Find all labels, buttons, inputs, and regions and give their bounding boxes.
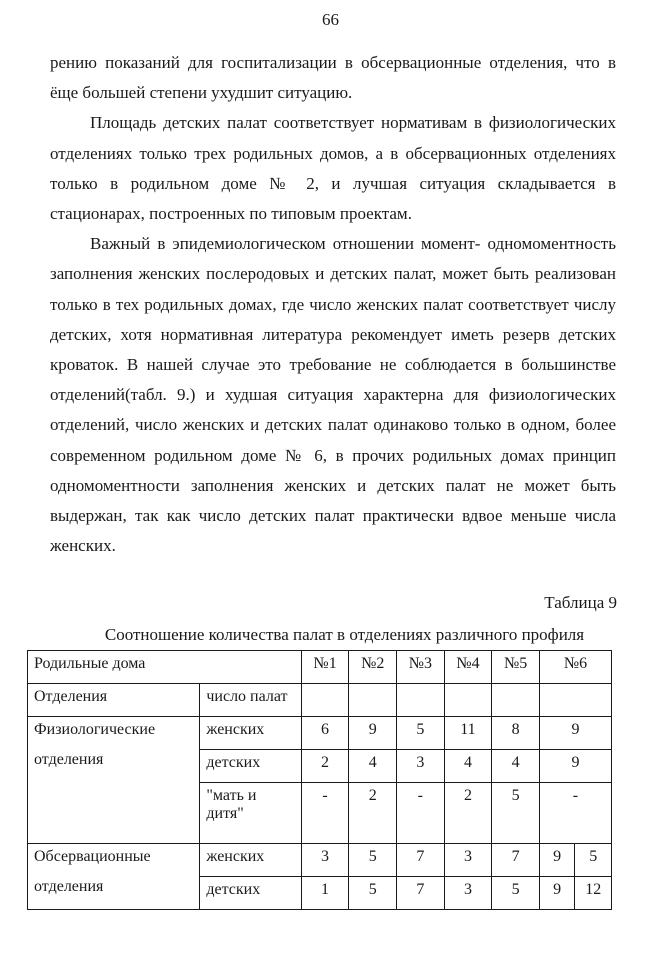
cell: 9 [539,717,611,750]
header-ward-count: число палат [200,684,301,717]
cell: 5 [397,717,445,750]
cell: 1 [301,877,349,910]
header-hospital-1: №1 [301,651,349,684]
cell: 6 [301,717,349,750]
cell: 3 [301,844,349,877]
cell: 4 [444,750,492,783]
paragraph: Важный в эпидемиологическом отношении момент- одномоментность заполнения женских послеродовых и детских палат, может быть реализован только в тех родильных домах, где число женских палат соответствует числу детских, хотя нормативная литература рекомендует иметь резерв детских кроваток. В нашей случае это требование не соблюдается в большинстве отделений(табл. 9.) и худшая ситуация характерна для физиологических отделений, число женских и детских палат одинаково только в одном, более современном родильном доме № 6, в прочих родильных домах принцип одномоментности заполнения женских и детских палат не может быть выдержан, так как число детских палат практически вдвое меньше числа женских. [50,234,616,556]
cell: 8 [492,717,540,750]
cell: 9 [539,877,574,910]
row-label: детских [200,750,301,783]
cell: - [539,783,611,844]
cell: 4 [492,750,540,783]
row-label: "мать и дитя" [200,783,301,844]
cell: 3 [444,877,492,910]
table-caption: Соотношение количества палат в отделениях различного профиля [104,625,585,644]
header-hospital-6: №6 [539,651,611,684]
cell: - [301,783,349,844]
table-row [28,717,612,750]
cell: 12 [575,877,612,910]
header-departments: Отделения [28,684,200,717]
table-header-row [28,684,612,717]
cell: 5 [492,877,540,910]
cell: 5 [492,783,540,844]
cell: 5 [349,877,397,910]
cell: 5 [349,844,397,877]
cell: 2 [301,750,349,783]
department-observational: Обсервационные отделения [28,844,200,910]
row-label: детских [200,877,301,910]
row-label: женских [200,844,301,877]
table-header-row [28,651,612,684]
cell: - [397,783,445,844]
paragraph: Площадь детских палат соответствует нормативам в физиологических отделениях только трех родильных домов, а в обсервационных отделениях только в родильном доме № 2, и лучшая ситуация складывается в стационарах, построенных по типовым проектам. [50,113,616,224]
cell: 5 [575,844,612,877]
header-hospital-2: №2 [349,651,397,684]
cell: 2 [349,783,397,844]
table-label: Таблица 9 [544,593,617,612]
header-maternity-homes: Родильные дома [28,651,302,684]
header-hospital-3: №3 [397,651,445,684]
row-label: женских [200,717,301,750]
cell: 2 [444,783,492,844]
cell: 7 [397,844,445,877]
ward-ratio-table [27,650,612,910]
header-hospital-4: №4 [444,651,492,684]
cell: 9 [539,750,611,783]
table-row [28,844,612,877]
header-hospital-5: №5 [492,651,540,684]
cell: 3 [444,844,492,877]
cell: 7 [492,844,540,877]
body-text [50,48,616,561]
department-physiological: Физиологические отделения [28,717,200,844]
cell: 9 [349,717,397,750]
cell: 11 [444,717,492,750]
page-number: 66 [322,10,339,29]
cell: 4 [349,750,397,783]
cell: 7 [397,877,445,910]
cell: 9 [539,844,574,877]
cell: 3 [397,750,445,783]
paragraph: рению показаний для госпитализации в обсервационные отделения, что в ёще большей степени ухудшит ситуацию. [50,53,616,103]
